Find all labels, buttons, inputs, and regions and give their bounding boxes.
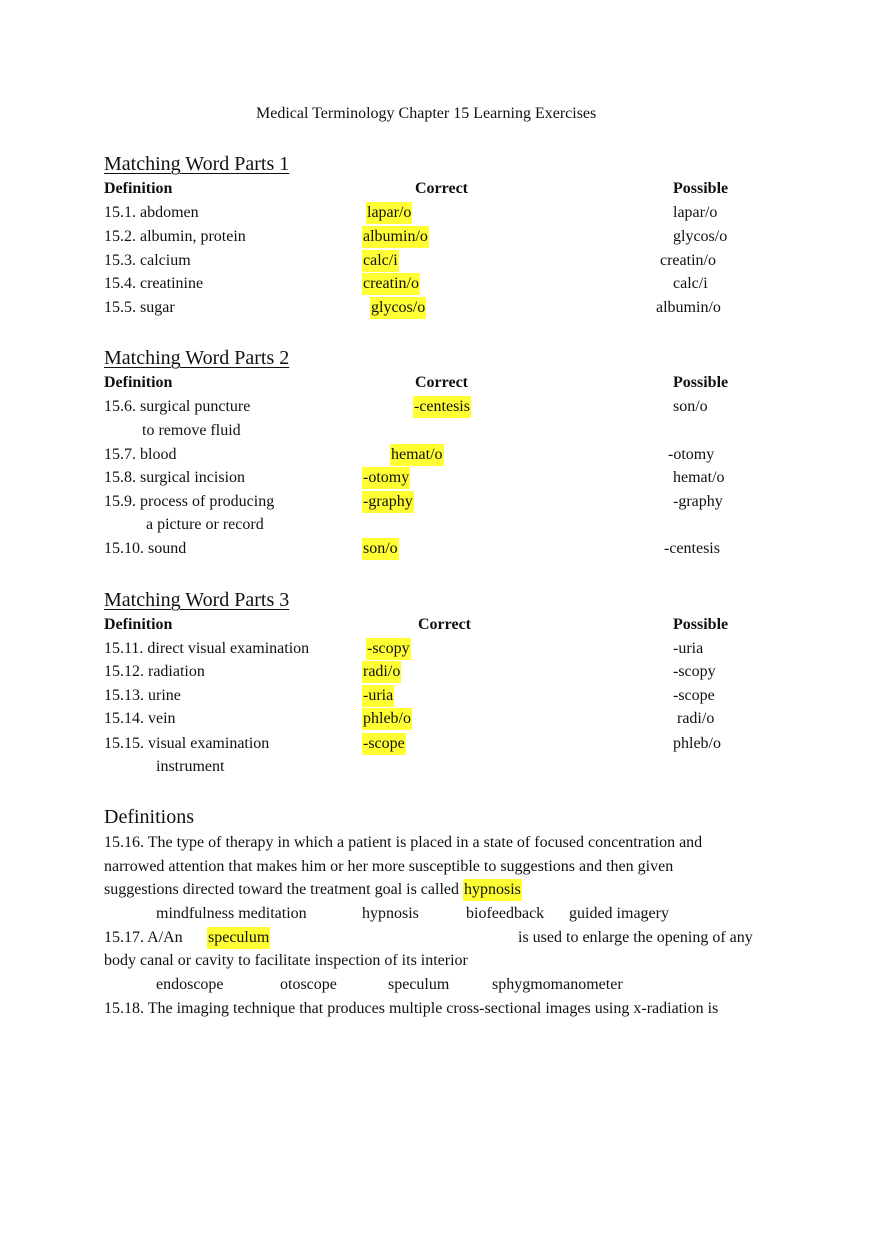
question-text: 15.17. A/An [104,929,183,946]
definition-text: 15.9. process of producing [104,493,275,510]
correct-answer [362,494,414,510]
definition-text: 15.7. blood [104,446,177,463]
column-header-definition: Definition [104,616,173,633]
correct-answer [366,641,411,657]
answer-field [207,930,270,946]
answer-highlight: -scope [362,733,406,755]
possible-option: -uria [673,640,704,657]
answer-highlight: -graphy [362,491,414,513]
answer-option: sphygmomanometer [492,976,623,993]
definition-text: 15.15. visual examination [104,735,270,752]
answer-highlight: hypnosis [463,879,522,901]
question-text-segment: suggestions directed toward the treatment goal is called [104,881,459,898]
answer-highlight: calc/i [362,250,399,272]
answer-highlight: -otomy [362,467,410,489]
answer-option: hypnosis [362,905,419,922]
possible-option: -centesis [664,540,720,557]
answer-option: mindfulness meditation [156,905,307,922]
answer-highlight: creatin/o [362,273,420,295]
possible-option: albumin/o [656,299,721,316]
possible-option: -otomy [668,446,715,463]
answer-highlight: radi/o [362,661,401,683]
column-header-correct: Correct [415,374,468,391]
correct-answer [362,253,399,269]
possible-option: calc/i [673,275,708,292]
definition-text: 15.1. abdomen [104,204,199,221]
question-text [104,882,522,898]
possible-option: hemat/o [673,469,725,486]
possible-option: lapar/o [673,204,718,221]
question-text: body canal or cavity to facilitate inspection of its interior [104,952,468,969]
column-header-possible: Possible [673,180,729,197]
definition-text: 15.8. surgical incision [104,469,246,486]
column-header-correct: Correct [418,616,471,633]
question-text: narrowed attention that makes him or her more susceptible to suggestions and then given [104,858,674,875]
definition-text: 15.14. vein [104,710,176,727]
possible-option: phleb/o [673,735,721,752]
possible-option: -scopy [673,663,716,680]
answer-option: speculum [388,976,450,993]
correct-answer [362,276,420,292]
question-text: is used to enlarge the opening of any [518,929,753,946]
column-header-definition: Definition [104,180,173,197]
column-header-definition: Definition [104,374,173,391]
correct-answer [366,205,412,221]
question-text: 15.16. The type of therapy in which a patient is placed in a state of focused concentration and [104,834,703,851]
answer-highlight: -centesis [413,396,471,418]
definition-text: 15.2. albumin, protein [104,228,246,245]
definition-text: 15.4. creatinine [104,275,204,292]
correct-answer [413,399,471,415]
correct-answer [362,711,412,727]
correct-answer [362,736,406,752]
answer-option: biofeedback [466,905,545,922]
possible-option: -graphy [673,493,723,510]
question-text: 15.18. The imaging technique that produces multiple cross-sectional images using x-radiation is [104,1000,719,1017]
answer-highlight: hemat/o [390,444,444,466]
definitions-heading: Definitions [104,806,194,828]
definition-text: 15.10. sound [104,540,187,557]
section-heading: Matching Word Parts 2 [104,347,290,369]
correct-answer [390,447,444,463]
definition-continuation: to remove fluid [142,422,241,439]
possible-option: creatin/o [660,252,716,269]
definition-continuation: instrument [156,758,225,775]
page-title: Medical Terminology Chapter 15 Learning Exercises [256,105,597,122]
possible-option: son/o [673,398,708,415]
definition-continuation: a picture or record [146,516,264,533]
correct-answer [362,470,410,486]
answer-option: otoscope [280,976,337,993]
column-header-correct: Correct [415,180,468,197]
section-heading: Matching Word Parts 3 [104,589,290,611]
possible-option: radi/o [677,710,715,727]
correct-answer [362,541,399,557]
answer-highlight: son/o [362,538,399,560]
definition-text: 15.3. calcium [104,252,191,269]
definition-text: 15.11. direct visual examination [104,640,310,657]
definition-text: 15.6. surgical puncture [104,398,251,415]
correct-answer [362,229,429,245]
answer-highlight: speculum [207,927,270,949]
section-heading: Matching Word Parts 1 [104,153,290,175]
correct-answer [362,688,394,704]
answer-highlight: glycos/o [370,297,426,319]
answer-highlight: -uria [362,685,394,707]
column-header-possible: Possible [673,374,729,391]
definition-text: 15.13. urine [104,687,181,704]
answer-option: guided imagery [569,905,669,922]
definition-text: 15.12. radiation [104,663,205,680]
answer-option: endoscope [156,976,224,993]
column-header-possible: Possible [673,616,729,633]
possible-option: -scope [673,687,715,704]
answer-highlight: -scopy [366,638,411,660]
answer-highlight: lapar/o [366,202,412,224]
correct-answer [362,664,401,680]
possible-option: glycos/o [673,228,728,245]
definition-text: 15.5. sugar [104,299,175,316]
answer-highlight: phleb/o [362,708,412,730]
correct-answer [370,300,426,316]
answer-highlight: albumin/o [362,226,429,248]
